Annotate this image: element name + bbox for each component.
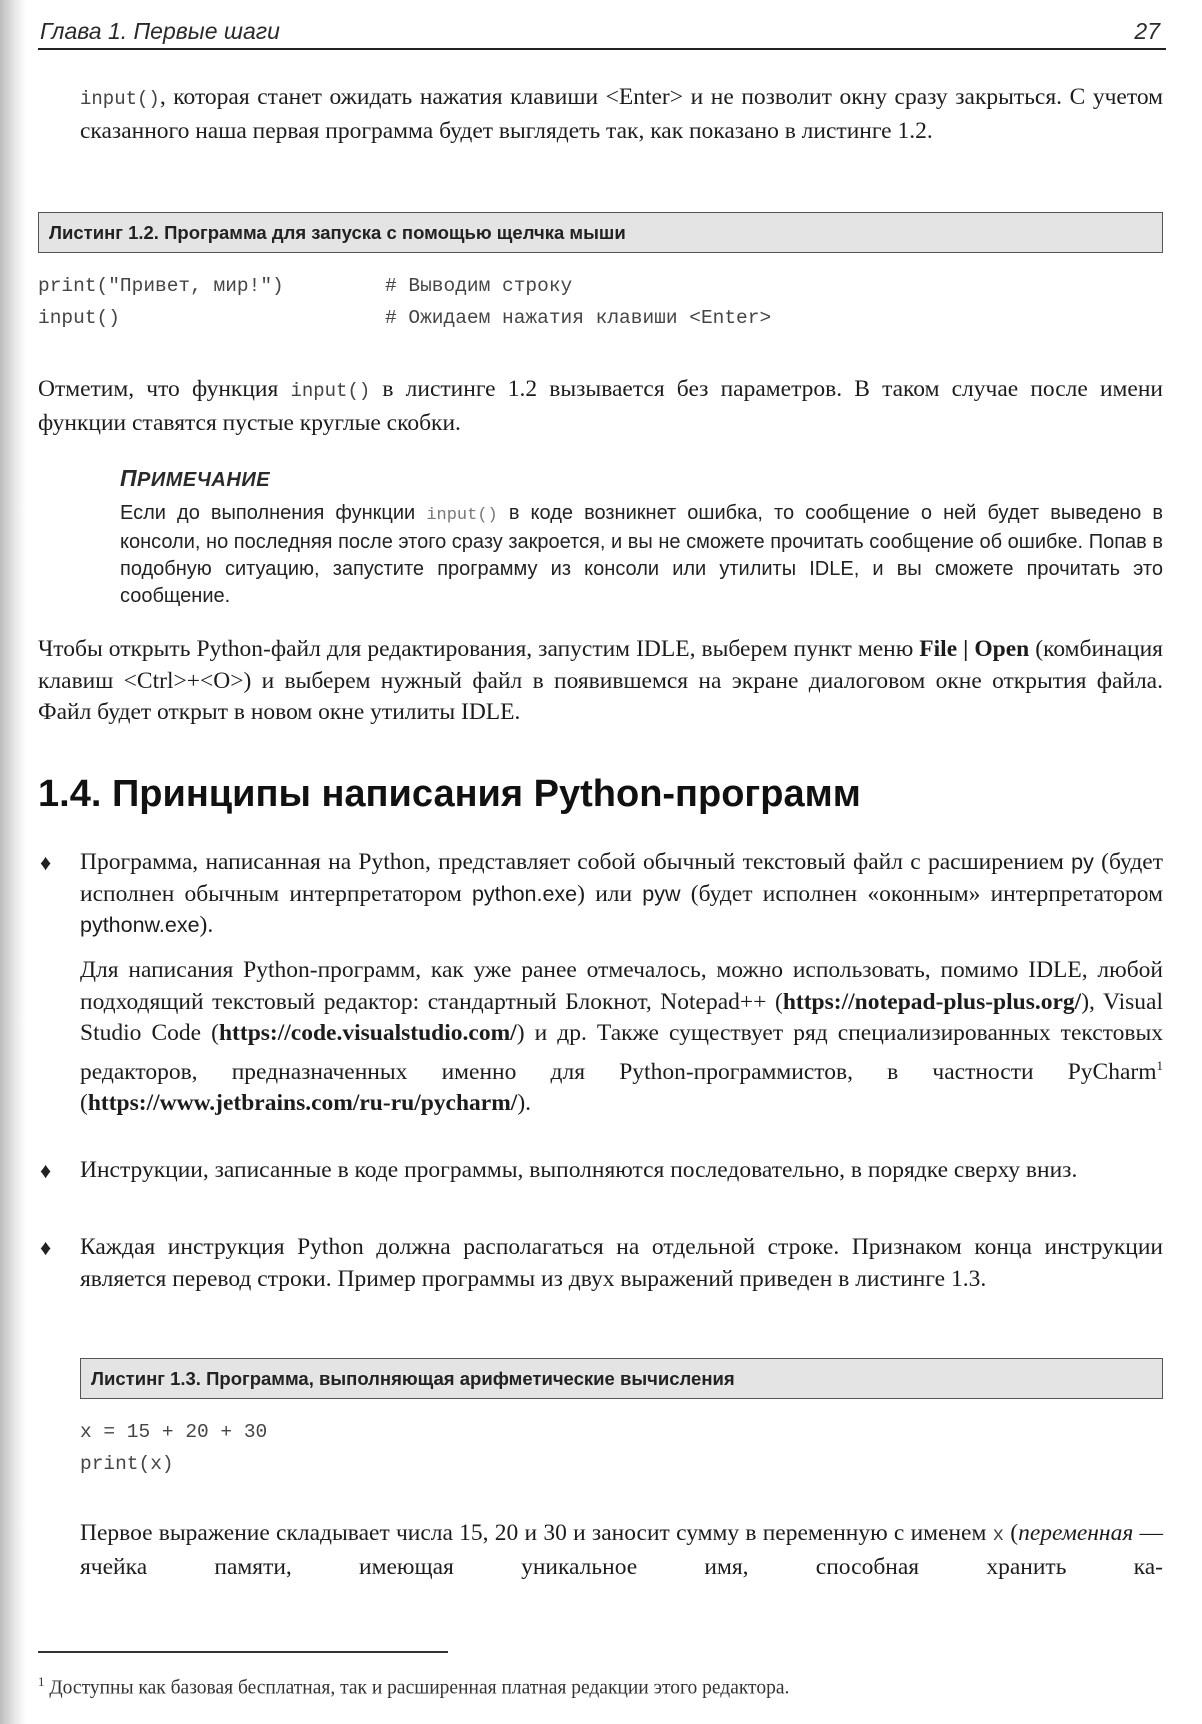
bullet-marker: ♦ bbox=[40, 1158, 52, 1183]
paragraph-input-note bbox=[38, 374, 1163, 439]
file-extension: pyw bbox=[642, 881, 681, 906]
text-run: ) и др. Также существует ряд специализированных текстовых редакторов, предназначенных именно для Python-программистов, в частности PyCharm bbox=[80, 1020, 1163, 1085]
intro-paragraph bbox=[80, 82, 1163, 147]
bullet-marker: ♦ bbox=[40, 1235, 52, 1260]
code-comment: # Выводим строку bbox=[385, 275, 573, 297]
paragraph-open-file bbox=[38, 634, 1163, 729]
footnote-number: 1 bbox=[38, 1674, 45, 1689]
url-pycharm[interactable]: https://www.jetbrains.com/ru-ru/pycharm/ bbox=[87, 1089, 518, 1116]
listing-1-2-line-1 bbox=[38, 271, 284, 302]
file-name: pythonw.exe bbox=[80, 913, 200, 937]
listing-1-3-line-2: print(x) bbox=[80, 1453, 174, 1475]
text-run: ) или bbox=[577, 880, 643, 907]
url-vscode[interactable]: https://code.visualstudio.com/ bbox=[218, 1020, 517, 1046]
running-header bbox=[38, 14, 1166, 50]
note-body bbox=[120, 500, 1163, 610]
inline-code: input() bbox=[290, 380, 371, 402]
bullet-1-continuation bbox=[80, 955, 1163, 1119]
bullet-1-text bbox=[80, 847, 1163, 942]
file-extension: py bbox=[1071, 850, 1094, 874]
page-edge-shadow bbox=[0, 0, 26, 1724]
text-run: (будет исполнен обычным интерпретатором bbox=[80, 849, 1163, 907]
term: переменная bbox=[1018, 1520, 1134, 1546]
footnote bbox=[38, 1674, 789, 1700]
text-run: ( bbox=[80, 1089, 88, 1116]
text-run: ), Visual Studio Code ( bbox=[80, 988, 1163, 1046]
code-comment: # Ожидаем нажатия клавиши <Enter> bbox=[385, 307, 772, 329]
menu-path: File | Open bbox=[919, 636, 1030, 662]
text-run: в листинге 1.2 вызывается без параметров. В таком случае после имени функции ставятся пустые круглые скобки. bbox=[38, 376, 1164, 436]
text-run: Программа, написанная на Python, представляет собой обычный текстовый файл с расширением bbox=[80, 849, 1072, 875]
text-run: Для написания Python-программ, как уже ранее отмечалось, можно использовать, помимо IDLE, любой подходящий текстовый редактор: стандартный Блокнот, Notepad++ ( bbox=[80, 957, 1163, 1015]
text-run: Первое выражение складывает числа 15, 20 и 30 и заносит сумму в переменную с именем bbox=[80, 1520, 993, 1546]
listing-1-2-caption bbox=[38, 212, 1163, 253]
listing-1-2-line-2 bbox=[38, 303, 120, 334]
listing-1-3-caption bbox=[80, 1358, 1163, 1399]
inline-code: input() bbox=[80, 88, 160, 110]
page-number: 27 bbox=[1134, 18, 1160, 44]
text-run: Чтобы открыть Python-файл для редактирования, запустим IDLE, выберем пункт меню bbox=[38, 636, 920, 662]
code-statement: print("Привет, мир!") bbox=[38, 275, 284, 297]
bullet-2-text: Инструкции, записанные в коде программы, выполняются последовательно, в порядке сверху вниз. bbox=[80, 1157, 1078, 1183]
text-run: (комбинация клавиш <Ctrl>+<O>) и выберем нужный файл в появившемся на экране диалоговом окне открытия файла. Файл будет открыт в новом окне утилиты IDLE. bbox=[38, 636, 1163, 725]
paragraph-first-expression bbox=[80, 1518, 1163, 1583]
listing-1-3-line-1: x = 15 + 20 + 30 bbox=[80, 1421, 268, 1443]
text-run: ). bbox=[517, 1089, 532, 1116]
text-run: в коде возникнет ошибка, то сообщение о ней будет выведено в консоли, но последняя после этого сразу закроется, и вы не сможете прочитать сообщение об ошибке. Попав в подобную ситуацию, запустите программу из консоли или утилиты IDLE, и вы сможете прочитать это сообщение. bbox=[120, 502, 1163, 607]
text-run: Отметим, что функция bbox=[38, 376, 291, 402]
url-notepad[interactable]: https://notepad-plus-plus.org/ bbox=[782, 988, 1082, 1015]
text-run: ). bbox=[199, 912, 214, 938]
listing-title: Листинг 1.3. Программа, выполняющая арифметические вычисления bbox=[91, 1368, 735, 1389]
note-title-smallcaps: РИМЕЧАНИЕ bbox=[137, 469, 271, 491]
paragraph-text: , которая станет ожидать нажатия клавиши <Enter> и не позволит окну сразу закрыться. С учетом сказанного наша первая программа будет выглядеть так, как показано в листинге 1.2. bbox=[80, 84, 1163, 144]
bullet-3-text: Каждая инструкция Python должна располагаться на отдельной строке. Признаком конца инструкции является перевод строки. Пример программы из двух выражений приведен в листинге 1.3. bbox=[80, 1234, 1163, 1292]
inline-code: x bbox=[992, 1524, 1004, 1546]
bullet-marker: ♦ bbox=[40, 850, 52, 875]
note-title: ПРИМЕЧАНИЕ bbox=[120, 465, 271, 491]
section-heading: 1.4. Принципы написания Python-программ bbox=[38, 773, 861, 815]
footnote-text: Доступны как базовая бесплатная, так и расширенная платная редакции этого редактора. bbox=[44, 1677, 790, 1699]
text-run: (будет исполнен «оконным» интерпретатором bbox=[680, 880, 1163, 907]
inline-code: input() bbox=[426, 506, 498, 525]
listing-title: Листинг 1.2. Программа для запуска с помощью щелчка мыши bbox=[49, 222, 626, 243]
chapter-title: Глава 1. Первые шаги bbox=[40, 18, 280, 44]
footnote-divider bbox=[38, 1651, 448, 1653]
listing-1-2-comment-1 bbox=[385, 271, 572, 302]
footnote-reference: 1 bbox=[1156, 1057, 1163, 1073]
file-name: python.exe bbox=[471, 881, 578, 906]
listing-1-2-comment-2 bbox=[385, 303, 771, 334]
text-run: — ячейка памяти, имеющая уникальное имя, способная хранить ка- bbox=[80, 1520, 1164, 1580]
code-statement: input() bbox=[38, 307, 120, 329]
text-run: Если до выполнения функции bbox=[120, 502, 427, 524]
text-run: ( bbox=[1003, 1520, 1019, 1546]
